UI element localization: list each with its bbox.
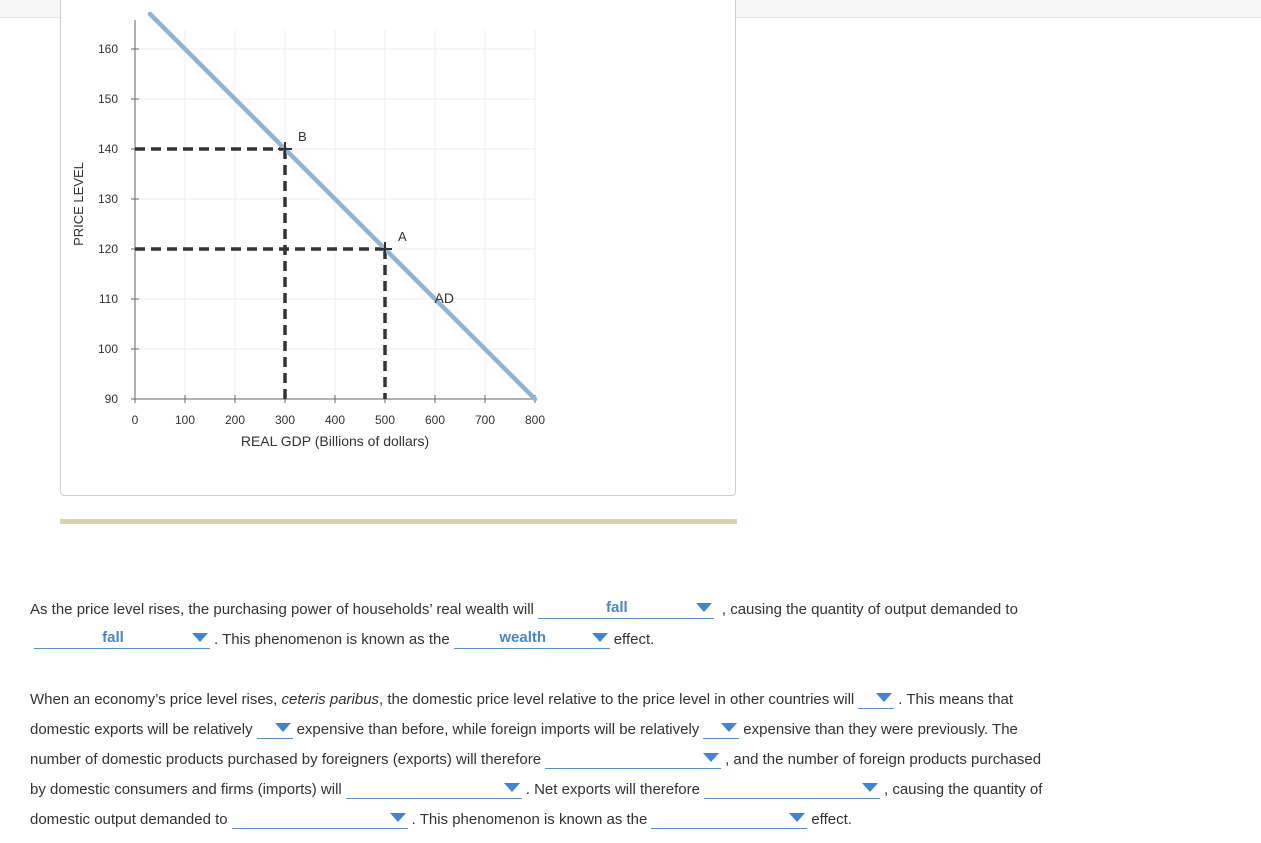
q1-text-4: effect. [613,630,655,648]
q2-text-1c: , the domestic price level relative to the price level in other countries will [379,690,855,708]
chevron-down-icon [275,723,291,732]
q2-text-2a: domestic exports will be relatively [30,720,253,738]
y-tick-label: 90 [104,392,118,406]
q1-dropdown-3-value: wealth [499,629,547,646]
ad-curve-label: AD [434,290,454,306]
x-tick-label: 700 [474,413,496,427]
chevron-down-icon [696,603,712,612]
x-tick-label: 600 [424,413,446,427]
y-tick-label: 110 [98,292,118,306]
y-tick-label: 100 [97,342,118,356]
q2-dropdown-imports[interactable] [346,777,522,799]
chevron-down-icon [703,753,719,762]
point-label-B: B [298,129,307,144]
y-tick-label: 130 [97,192,118,206]
q2-dropdown-net-exports[interactable] [704,777,880,799]
q2-text-4b: . Net exports will therefore [525,780,700,798]
chevron-down-icon [862,783,878,792]
q2-text-3b: , and the number of foreign products purchased [725,750,1042,768]
q1-dropdown-1[interactable] [538,597,714,619]
section-divider [60,519,737,524]
y-tick-label: 160 [97,42,118,56]
q1-dropdown-2[interactable] [34,627,210,649]
q2-text-5a: domestic output demanded to [30,810,228,828]
q1-text-2: , causing the quantity of output demanded to [721,600,1018,618]
x-tick-label: 400 [324,413,346,427]
chevron-down-icon [592,633,608,642]
q2-text-1a: When an economy’s price level rises, [30,690,282,708]
q1-text-3: . This phenomenon is known as the [214,630,450,648]
x-tick-label: 500 [374,413,396,427]
q2-text-2b: expensive than before, while foreign imports will be relatively [296,720,700,738]
x-tick-label: 300 [274,413,296,427]
ad-curve [150,14,535,399]
x-axis-title: REAL GDP (Billions of dollars) [240,433,430,449]
q2-dropdown-exports-expensive[interactable] [257,717,293,739]
q2-dropdown-effect-name[interactable] [651,807,807,829]
chevron-down-icon [192,633,208,642]
q2-text-3a: number of domestic products purchased by foreigners (exports) will therefore [30,750,542,768]
q2-text-4c: , causing the quantity of [884,780,1043,798]
y-tick-label: 150 [97,92,118,106]
y-axis-title: PRICE LEVEL [71,162,86,246]
chevron-down-icon [504,783,520,792]
ad-chart [61,0,737,496]
q2-dropdown-imports-expensive[interactable] [703,717,739,739]
x-tick-label: 0 [131,413,139,427]
chevron-down-icon [390,813,406,822]
chevron-down-icon [876,693,892,702]
q1-dropdown-2-value: fall [102,629,124,646]
x-tick-label: 200 [224,413,246,427]
q2-text-4a: by domestic consumers and firms (imports) will [30,780,342,798]
q1-dropdown-1-value: fall [606,599,628,616]
q2-dropdown-exports[interactable] [545,747,721,769]
x-tick-label: 100 [174,413,196,427]
q2-text-1d: . This means that [898,690,1014,708]
q2-text-5b: . This phenomenon is known as the [411,810,648,828]
x-tick-label: 800 [524,413,546,427]
chevron-down-icon [721,723,737,732]
chart-panel [60,0,736,496]
q2-dropdown-output[interactable] [232,807,408,829]
y-tick-label: 140 [97,142,118,156]
q2-text-2c: expensive than they were previously. The [743,720,1018,738]
q2-text-1b: ceteris paribus [281,690,380,708]
y-tick-label: 120 [97,242,118,256]
q2-dropdown-relative-price[interactable] [858,687,894,709]
q2-text-5c: effect. [811,810,852,828]
q1-text-1: As the price level rises, the purchasing power of households’ real wealth will [30,600,534,618]
point-label-A: A [398,229,407,244]
q1-dropdown-3[interactable] [454,627,610,649]
chevron-down-icon [789,813,805,822]
